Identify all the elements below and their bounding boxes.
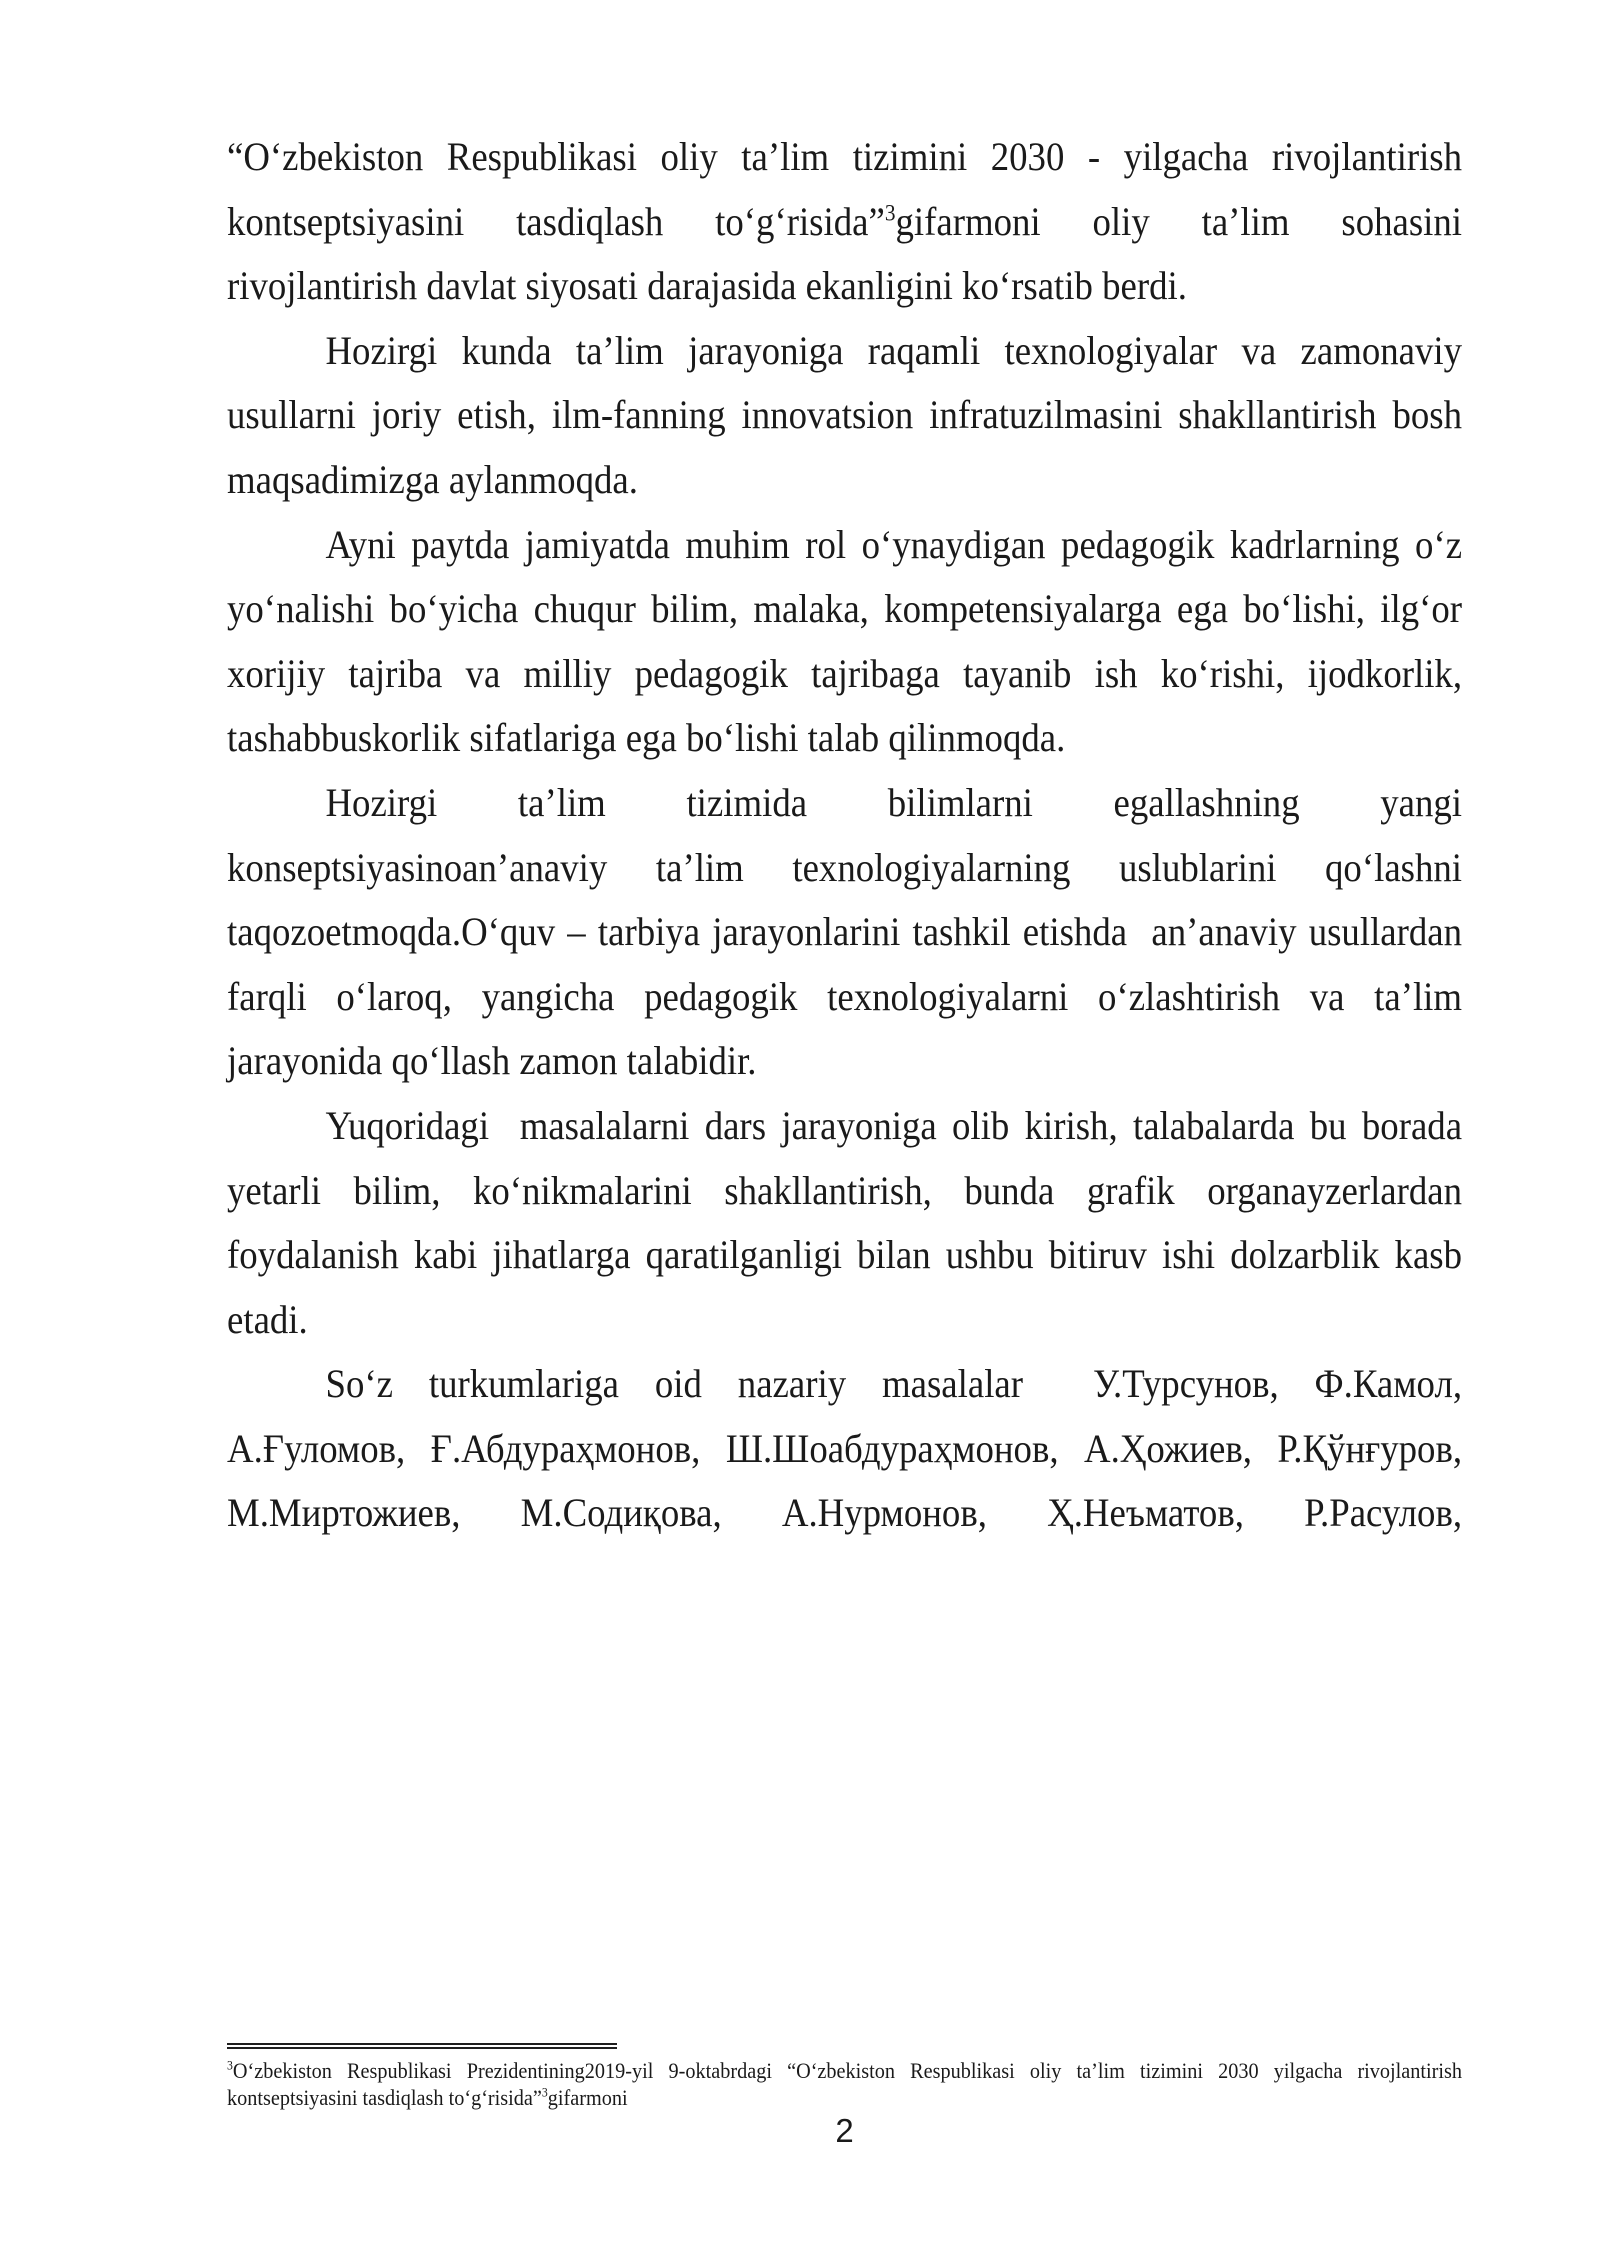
- footnote-reference: 3: [541, 2085, 548, 2100]
- text-line: [227, 1029, 1462, 1094]
- footnote-separator: [227, 2043, 617, 2049]
- text-segment: М.Миртожиев, М.Содиқова, А.Нурмонов, Ҳ.Неъматов, Р.Расулов,: [227, 1490, 1463, 1536]
- text-segment: usullarni joriy etish, ilm-fanning innovatsion infratuzilmasini shakllantirish bosh: [227, 392, 1463, 438]
- text-segment: foydalanish kabi jihatlarga qaratilganligi bilan ushbu bitiruv ishi dolzarblik kasb: [227, 1232, 1463, 1278]
- text-line: [227, 771, 1462, 836]
- footnote-line: [227, 2057, 1462, 2084]
- text-segment: Hozirgi kunda ta’lim jarayoniga raqamli texnologiyalar va zamonaviy: [325, 327, 1463, 373]
- body-text: [227, 125, 1462, 1546]
- text-segment: Yuqoridagi masalalarni dars jarayoniga olib kirish, talabalarda bu borada: [325, 1102, 1463, 1148]
- text-line: [227, 190, 1462, 255]
- paragraph: [227, 1094, 1462, 1352]
- text-line: [227, 1288, 1462, 1353]
- text-segment: O‘zbekiston Respublikasi Prezidentining2019-yil 9-oktabrdagi “O‘zbekiston Respublikasi oliy ta’lim tizimini 2030 yilgacha rivojlantirish: [232, 2058, 1463, 2083]
- text-segment: rivojlantirish davlat siyosati darajasida ekanligini ko‘rsatib berdi.: [227, 263, 1187, 309]
- text-line: [227, 1094, 1462, 1159]
- text-segment: yetarli bilim, ko‘nikmalarini shakllantirish, bunda grafik organayzerlardan: [227, 1167, 1463, 1213]
- text-segment: Ayni paytda jamiyatda muhim rol o‘ynaydigan pedagogik kadrlarning o‘z: [325, 521, 1463, 567]
- text-line: [227, 836, 1462, 901]
- text-line: [227, 319, 1462, 384]
- text-line: [227, 1417, 1462, 1482]
- text-segment: So‘z turkumlariga oid nazariy masalalar: [325, 1361, 1024, 1407]
- text-segment: Hozirgi ta’lim tizimida bilimlarni egallashning yangi: [325, 779, 1463, 825]
- text-line: [227, 577, 1462, 642]
- text-line: [227, 448, 1462, 513]
- paragraph: [227, 771, 1462, 1094]
- text-line: [227, 1481, 1462, 1546]
- footnote: [227, 2057, 1462, 2111]
- text-segment: maqsadimizga aylanmoqda.: [227, 456, 638, 502]
- footnote-reference: 3: [884, 200, 896, 227]
- text-segment: konseptsiyasinoan’anaviy ta’lim texnologiyalarning uslublarini qo‘lashni: [227, 844, 1463, 890]
- footnote-reference: 3: [227, 2058, 233, 2073]
- text-line: [227, 254, 1462, 319]
- text-segment: taqozoetmoqda.O‘quv – tarbiya jarayonlarini tashkil etishda an’anaviy usullardan: [227, 909, 1463, 955]
- footnote-line: [227, 2084, 1462, 2111]
- text-segment: А.Ғуломов, Ғ.Абдураҳмонов, Ш.Шоабдураҳмонов, А.Ҳожиев, Р.Қўнғуров,: [227, 1425, 1463, 1471]
- text-line: [227, 513, 1462, 578]
- text-line: [227, 1352, 1462, 1417]
- text-line: [227, 1159, 1462, 1224]
- text-line: [227, 706, 1462, 771]
- text-segment: xorijiy tajriba va milliy pedagogik tajribaga tayanib ish ko‘rishi, ijodkorlik,: [227, 650, 1463, 696]
- text-line: [227, 383, 1462, 448]
- text-segment: kontseptsiyasini tasdiqlash to‘g‘risida”: [227, 198, 885, 244]
- text-segment: etadi.: [227, 1296, 308, 1342]
- text-line: [227, 1223, 1462, 1288]
- paragraph: [227, 513, 1462, 771]
- text-line: [227, 125, 1462, 190]
- text-segment: farqli o‘laroq, yangicha pedagogik texnologiyalarni o‘zlashtirish va ta’lim: [227, 973, 1463, 1019]
- paragraph: [227, 1352, 1462, 1546]
- text-segment: tashabbuskorlik sifatlariga ega bo‘lishi talab qilinmoqda.: [227, 715, 1066, 761]
- text-line: [227, 900, 1462, 965]
- page-number: 2: [835, 2112, 854, 2149]
- paragraph: [227, 319, 1462, 513]
- text-segment: gifarmoni oliy ta’lim sohasini: [895, 198, 1463, 244]
- text-segment: У.Турсунов, Ф.Камол,: [1092, 1361, 1463, 1407]
- text-segment: kontseptsiyasini tasdiqlash to‘g‘risida”: [227, 2085, 542, 2110]
- text-segment: gifarmoni: [547, 2085, 628, 2110]
- text-line: [227, 642, 1462, 707]
- text-line: [227, 965, 1462, 1030]
- text-segment: jarayonida qo‘llash zamon talabidir.: [227, 1038, 757, 1084]
- paragraph: [227, 125, 1462, 319]
- text-segment: yo‘nalishi bo‘yicha chuqur bilim, malaka, kompetensiyalarga ega bo‘lishi, ilg‘or: [227, 586, 1463, 632]
- text-segment: “O‘zbekiston Respublikasi oliy ta’lim tizimini 2030 - yilgacha rivojlantirish: [227, 134, 1463, 179]
